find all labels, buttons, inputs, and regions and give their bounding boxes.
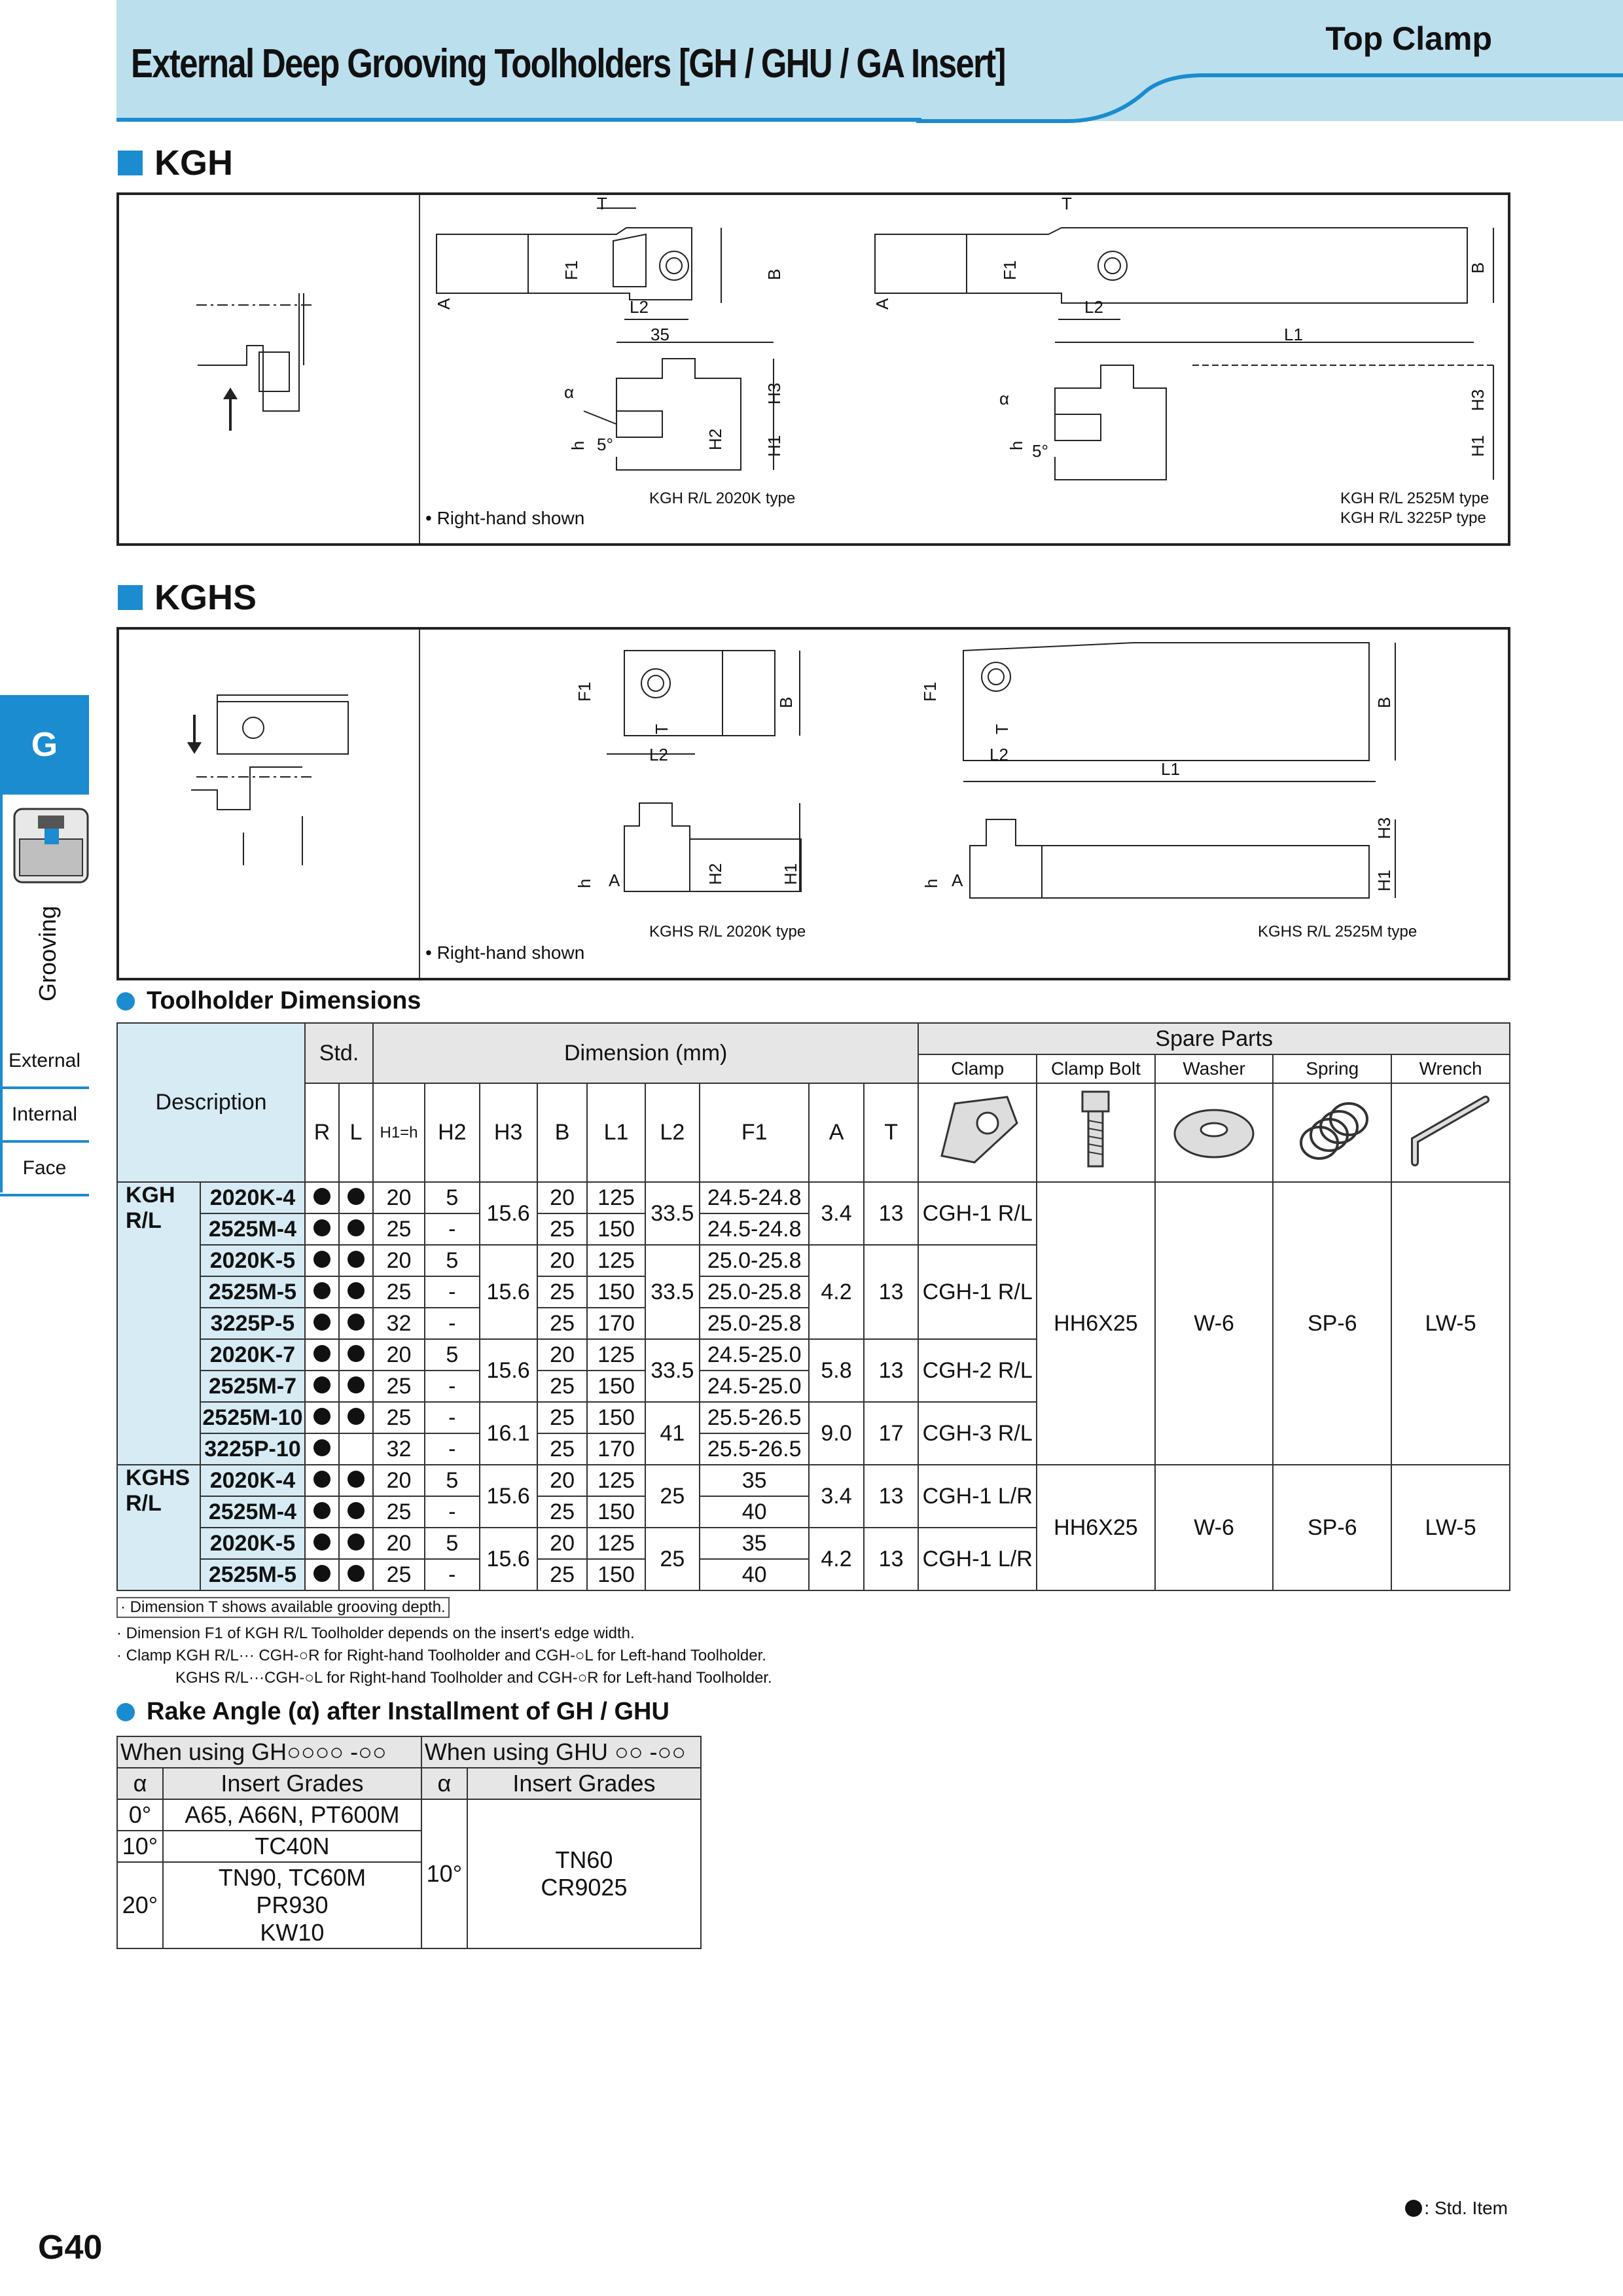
clamp-image bbox=[918, 1083, 1037, 1182]
svg-text:F1: F1 bbox=[1000, 260, 1020, 280]
th-b: B bbox=[537, 1083, 588, 1182]
svg-text:A: A bbox=[952, 870, 963, 890]
kgh-caption-1: KGH R/L 2020K type bbox=[649, 490, 796, 507]
svg-text:L1: L1 bbox=[1284, 325, 1303, 344]
svg-text:H2: H2 bbox=[705, 428, 725, 450]
th-h3: H3 bbox=[480, 1083, 537, 1182]
washer-icon bbox=[1165, 1084, 1263, 1175]
std-dot-icon bbox=[1405, 2200, 1422, 2217]
table-row: 2525M-5 25 - 25 150 40 bbox=[117, 1559, 1510, 1590]
rake-row: 10° TC40N bbox=[117, 1831, 701, 1862]
svg-text:T: T bbox=[597, 195, 607, 213]
rake-row: 20° TN90, TC60M PR930 KW10 bbox=[117, 1862, 701, 1948]
svg-text:H1: H1 bbox=[1374, 869, 1394, 891]
svg-text:H3: H3 bbox=[764, 382, 784, 404]
rake-row: 0° A65, A66N, PT600M 10° TN60 CR9025 bbox=[117, 1799, 701, 1831]
svg-text:h: h bbox=[921, 878, 941, 888]
note-4: KGHS R/L···CGH-○L for Right-hand Toolholder and CGH-○R for Left-hand Toolholder. bbox=[175, 1669, 772, 1687]
svg-text:L2: L2 bbox=[1084, 297, 1103, 317]
svg-text:B: B bbox=[764, 268, 784, 280]
svg-text:h: h bbox=[575, 878, 594, 888]
std-r-dot bbox=[313, 1188, 330, 1205]
svg-text:L2: L2 bbox=[990, 745, 1008, 764]
svg-text:B: B bbox=[776, 696, 796, 708]
kgh-technical-drawing bbox=[119, 195, 1508, 543]
rake-angle-heading: Rake Angle (α) after Installment of GH / GHU bbox=[116, 1698, 669, 1726]
rake-angle-table: When using GH○○○○ -○○ When using GHU ○○ -○○ α Insert Grades α Insert Grades 0° A65, A66N, PT600M 10° TN60 CR9025 10° TC40N 20° TN90, TC60M PR930 KW10 bbox=[116, 1736, 702, 1949]
kgh-note: • Right-hand shown bbox=[425, 508, 585, 528]
side-link-external[interactable]: External bbox=[0, 1035, 89, 1089]
side-tab-letter[interactable]: G bbox=[0, 695, 89, 795]
rake-th-ghu: When using GHU ○○ -○○ bbox=[421, 1736, 701, 1768]
th-clamp: Clamp bbox=[918, 1054, 1037, 1083]
th-spring: Spring bbox=[1273, 1054, 1391, 1083]
table-row: 2020K-5 20 5 15.6 20 125 25 35 4.2 13 CGH-1 L/R bbox=[117, 1528, 1510, 1559]
table-row: 3225P-10 32 - 25 170 25.5-26.5 bbox=[117, 1433, 1510, 1465]
svg-text:α: α bbox=[999, 389, 1010, 408]
svg-text:T: T bbox=[992, 724, 1012, 734]
th-l1: L1 bbox=[587, 1083, 645, 1182]
svg-text:α: α bbox=[564, 382, 575, 402]
th-clamp-bolt: Clamp Bolt bbox=[1037, 1054, 1155, 1083]
clamp-icon bbox=[929, 1084, 1027, 1175]
kghs-note: • Right-hand shown bbox=[425, 942, 585, 963]
th-std: Std. bbox=[305, 1023, 373, 1083]
clamp-bolt-icon bbox=[1046, 1084, 1145, 1175]
svg-text:L1: L1 bbox=[1161, 759, 1180, 779]
std-l-dot bbox=[348, 1188, 365, 1205]
rake-th-gh: When using GH○○○○ -○○ bbox=[117, 1736, 421, 1768]
washer-image bbox=[1155, 1083, 1274, 1182]
svg-text:5°: 5° bbox=[597, 435, 613, 454]
bolt-image bbox=[1037, 1083, 1155, 1182]
wrench-image bbox=[1391, 1083, 1510, 1182]
kghs-family-label: KGHS R/L bbox=[117, 1465, 200, 1590]
th-wrench: Wrench bbox=[1391, 1054, 1510, 1083]
svg-text:H3: H3 bbox=[1374, 817, 1394, 839]
grooving-icon bbox=[12, 806, 90, 885]
table-row: 2525M-5 25 - 25 150 25.0-25.8 bbox=[117, 1276, 1510, 1308]
table-row: 2525M-10 25 - 16.1 25 150 41 25.5-26.5 9.0 17 CGH-3 R/L bbox=[117, 1402, 1510, 1433]
note-2: · Dimension F1 of KGH R/L Toolholder depends on the insert's edge width. bbox=[116, 1624, 635, 1642]
section-heading-kghs: KGHS bbox=[118, 577, 257, 618]
clamp-part: CGH-1 L/R bbox=[918, 1528, 1037, 1590]
th-spare-parts: Spare Parts bbox=[918, 1023, 1510, 1054]
svg-text:H1: H1 bbox=[764, 435, 784, 457]
svg-text:h: h bbox=[1007, 440, 1026, 450]
toolholder-dimensions-heading: Toolholder Dimensions bbox=[116, 987, 421, 1015]
th-h2: H2 bbox=[425, 1083, 480, 1182]
table-row: KGHS R/L 2020K-4 20 5 15.6 20 125 25 35 3.4 13 CGH-1 L/R HH6X25 W-6 SP-6 LW-5 bbox=[117, 1465, 1510, 1496]
svg-text:A: A bbox=[434, 298, 454, 310]
section-heading-kgh: KGH bbox=[118, 143, 233, 183]
table-row: 2525M-4 25 - 25 150 24.5-24.8 bbox=[117, 1213, 1510, 1245]
kgh-caption-2b: KGH R/L 3225P type bbox=[1340, 509, 1486, 527]
wrench-icon bbox=[1402, 1084, 1500, 1175]
std-item-legend: : Std. Item bbox=[1403, 2198, 1508, 2219]
th-dimension: Dimension (mm) bbox=[373, 1023, 918, 1083]
svg-text:T: T bbox=[1061, 195, 1072, 213]
header-underline bbox=[116, 118, 921, 122]
kghs-caption-1: KGHS R/L 2020K type bbox=[649, 923, 806, 941]
svg-text:F1: F1 bbox=[575, 681, 594, 702]
svg-text:L2: L2 bbox=[649, 745, 668, 764]
table-row: 2020K-5 20 5 15.6 20 125 33.5 25.0-25.8 4.2 13 CGH-1 R/L bbox=[117, 1245, 1510, 1276]
table-row: 2525M-4 25 - 25 150 40 bbox=[117, 1496, 1510, 1528]
side-link-face[interactable]: Face bbox=[0, 1143, 89, 1196]
spring-image bbox=[1273, 1083, 1391, 1182]
th-f1: F1 bbox=[700, 1083, 809, 1182]
svg-text:B: B bbox=[1468, 262, 1488, 274]
page-number: G40 bbox=[38, 2229, 103, 2267]
svg-text:H1: H1 bbox=[781, 863, 800, 885]
spring-icon bbox=[1283, 1084, 1382, 1175]
th-description: Description bbox=[117, 1023, 305, 1182]
bullet-dot-icon bbox=[116, 1703, 135, 1721]
table-row: 2020K-7 20 5 15.6 20 125 33.5 24.5-25.0 5.8 13 CGH-2 R/L bbox=[117, 1339, 1510, 1371]
clamp-part: CGH-1 R/L bbox=[918, 1182, 1037, 1245]
svg-text:F1: F1 bbox=[562, 260, 581, 280]
th-l: L bbox=[339, 1083, 373, 1182]
table-row: 2525M-7 25 - 25 150 24.5-25.0 bbox=[117, 1371, 1510, 1402]
th-l2: L2 bbox=[645, 1083, 700, 1182]
th-h1: H1=h bbox=[373, 1083, 425, 1182]
svg-text:B: B bbox=[1374, 696, 1394, 708]
svg-text:F1: F1 bbox=[920, 681, 940, 702]
kghs-caption-2: KGHS R/L 2525M type bbox=[1258, 923, 1418, 941]
svg-text:A: A bbox=[609, 870, 620, 890]
kgh-family-label: KGH R/L bbox=[117, 1182, 200, 1465]
heading-square-icon bbox=[118, 585, 143, 610]
heading-square-icon bbox=[118, 151, 143, 175]
toolholder-dimensions-table bbox=[116, 1022, 1510, 1591]
header-curve bbox=[916, 65, 1623, 124]
svg-text:L2: L2 bbox=[630, 297, 649, 317]
svg-text:h: h bbox=[568, 440, 588, 450]
row-desc: 2020K-4 bbox=[200, 1182, 305, 1213]
th-r: R bbox=[305, 1083, 339, 1182]
category-label: Top Clamp bbox=[1325, 20, 1492, 57]
svg-text:A: A bbox=[872, 298, 892, 310]
svg-text:5°: 5° bbox=[1032, 441, 1048, 461]
clamp-part: CGH-3 R/L bbox=[918, 1402, 1037, 1465]
svg-text:H3: H3 bbox=[1468, 389, 1488, 411]
th-washer: Washer bbox=[1155, 1054, 1274, 1083]
table-row: KGH R/L 2020K-4 20 5 15.6 20 125 33.5 24.5-24.8 3.4 13 CGH-1 R/L HH6X25 W-6 SP-6 LW-5 bbox=[117, 1182, 1510, 1213]
kgh-caption-2a: KGH R/L 2525M type bbox=[1340, 490, 1489, 507]
svg-text:T: T bbox=[652, 724, 671, 734]
side-link-internal[interactable]: Internal bbox=[0, 1089, 89, 1143]
note-3: · Clamp KGH R/L··· CGH-○R for Right-hand Toolholder and CGH-○L for Left-hand Toolholder. bbox=[116, 1647, 766, 1664]
kghs-drawing-box bbox=[116, 627, 1510, 980]
svg-text:H1: H1 bbox=[1468, 435, 1488, 457]
note-1: · Dimension T shows available grooving depth. bbox=[116, 1597, 450, 1618]
table-row: 3225P-5 32 - 25 170 25.0-25.8 bbox=[117, 1308, 1510, 1339]
th-a: A bbox=[809, 1083, 864, 1182]
clamp-part: CGH-1 L/R bbox=[918, 1465, 1037, 1528]
kgh-drawing-box bbox=[116, 192, 1510, 546]
page-title: External Deep Grooving Toolholders [GH / GHU / GA Insert] bbox=[131, 41, 1005, 86]
th-t: T bbox=[864, 1083, 919, 1182]
bullet-dot-icon bbox=[116, 992, 135, 1011]
clamp-part: CGH-1 R/L bbox=[918, 1245, 1037, 1339]
clamp-part: CGH-2 R/L bbox=[918, 1339, 1037, 1402]
svg-text:H2: H2 bbox=[705, 863, 725, 885]
svg-text:35: 35 bbox=[651, 325, 669, 344]
side-vertical-label: Grooving bbox=[34, 905, 61, 1001]
